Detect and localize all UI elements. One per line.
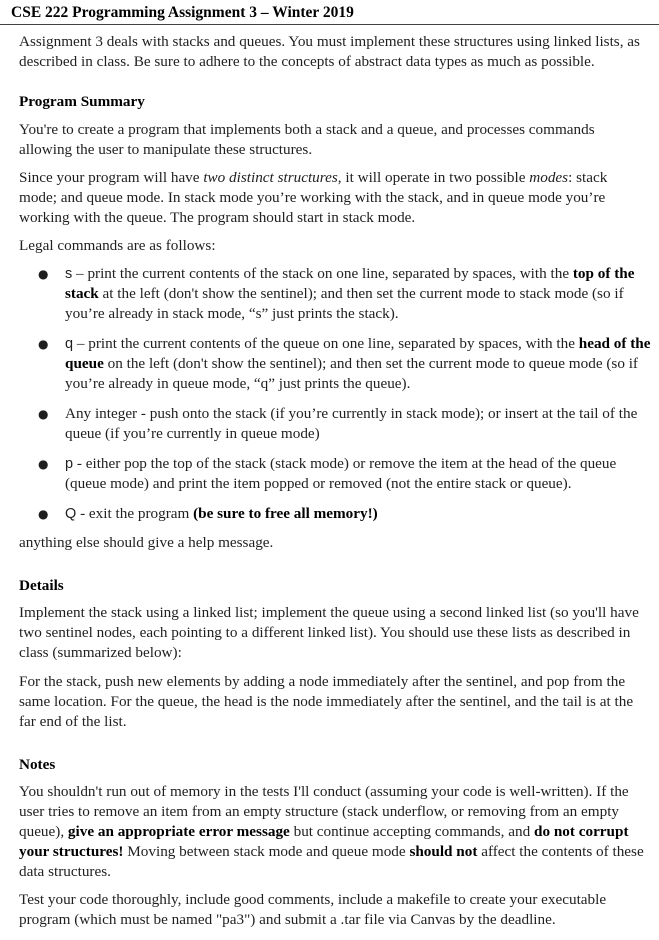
- notes-text: affect the contents of these data structures.: [19, 843, 644, 880]
- command-text: - either pop the top of the stack (stack mode) or remove the item at the head of the queue (queue mode) and print the item popped or removed (not the entire stack or queue).: [65, 455, 617, 492]
- notes-paragraph-1: [19, 782, 649, 882]
- notes-bold: do not corrupt your structures!: [19, 823, 629, 860]
- intro-paragraph: Assignment 3 deals with stacks and queues. You must implement these structures using linked lists, as described in class. Be sure to adhere to the concepts of abstract data types as much as possible.: [19, 33, 640, 70]
- command-item-p: [19, 454, 651, 494]
- bullet-icon: ●: [38, 407, 49, 421]
- command-text: on the left (don't show the sentinel); and then set the current mode to queue mode (so if you’re already in queue mode, “q” just prints the queue).: [65, 355, 638, 392]
- bullet-icon: ●: [38, 267, 49, 281]
- modes-text-1: Since your program will have: [19, 169, 204, 186]
- help-message-note: anything else should give a help message.: [19, 534, 274, 551]
- notes-bold: should not: [409, 843, 478, 860]
- notes-text: Moving between stack mode and queue mode: [123, 843, 410, 860]
- command-bold: head of the queue: [65, 335, 651, 372]
- notes-bold: give an appropriate error message: [67, 823, 290, 840]
- command-key: p: [65, 456, 74, 472]
- title-bar: [0, 0, 659, 25]
- notes-text: but continue accepting commands, and: [289, 823, 534, 840]
- command-text: at the left (don't show the sentinel); and then set the current mode to stack mode (so if you’re already in stack mode, “s” just prints the stack).: [65, 285, 624, 322]
- bullet-icon: ●: [38, 457, 49, 471]
- command-item-Q: [19, 504, 651, 524]
- summary-paragraph-1: You're to create a program that implements both a stack and a queue, and processes commands allowing the user to manipulate these structures.: [19, 121, 595, 158]
- command-item-integer: [19, 404, 651, 444]
- legal-commands-intro: Legal commands are as follows:: [19, 237, 216, 254]
- details-paragraph-1: Implement the stack using a linked list; implement the queue using a second linked list (so you'll have two sentinel nodes, each pointing to a different linked list). You should use these lists as described in class (summarized below):: [19, 604, 639, 661]
- modes-emphasis-1: two distinct structures: [203, 169, 338, 186]
- command-text: Any integer - push onto the stack (if you’re currently in stack mode); or insert at the tail of the queue (if you’re currently in queue mode): [65, 405, 638, 442]
- command-bold: (be sure to free all memory!): [193, 505, 378, 522]
- notes-text: You shouldn't run out of memory in the tests I'll conduct (assuming your code is well-written). If the user tries to remove an item from an empty structure (stack underflow, or removing from an empty queue),: [19, 783, 629, 840]
- command-text: – print the current contents of the queue on one line, separated by spaces, with the: [73, 335, 579, 352]
- command-key: s: [65, 266, 73, 282]
- command-key: q: [65, 336, 74, 352]
- program-summary-heading: Program Summary: [19, 93, 145, 110]
- notes-heading: Notes: [19, 756, 56, 773]
- bullet-icon: ●: [38, 507, 49, 521]
- details-paragraph-2: For the stack, push new elements by adding a node immediately after the sentinel, and pop from the same location. For the queue, the head is the node immediately after the sentinel, and the tail is at the far end of the list.: [19, 673, 634, 730]
- command-item-s: [19, 264, 651, 324]
- summary-paragraph-2: [19, 168, 649, 228]
- bullet-icon: ●: [38, 337, 49, 351]
- notes-paragraph-2: Test your code thoroughly, include good comments, include a makefile to create your executable program (which must be named "pa3") and submit a .tar file via Canvas by the deadline.: [19, 891, 607, 928]
- modes-text-3: : stack mode; and queue mode. In stack mode you’re working with the stack, and in queue mode you’re working with the queue. The program should start in stack mode.: [19, 169, 608, 226]
- modes-emphasis-2: modes: [529, 169, 569, 186]
- command-key: Q: [65, 506, 77, 522]
- details-heading: Details: [19, 577, 64, 594]
- command-list: [19, 264, 651, 534]
- command-bold: top of the stack: [65, 265, 635, 302]
- command-text: - exit the program: [76, 505, 194, 522]
- modes-text-2: , it will operate in two possible: [337, 169, 530, 186]
- command-text: – print the current contents of the stack on one line, separated by spaces, with the: [72, 265, 573, 282]
- page-title: CSE 222 Programming Assignment 3 – Winter 2019: [11, 4, 354, 21]
- command-item-q: [19, 334, 651, 394]
